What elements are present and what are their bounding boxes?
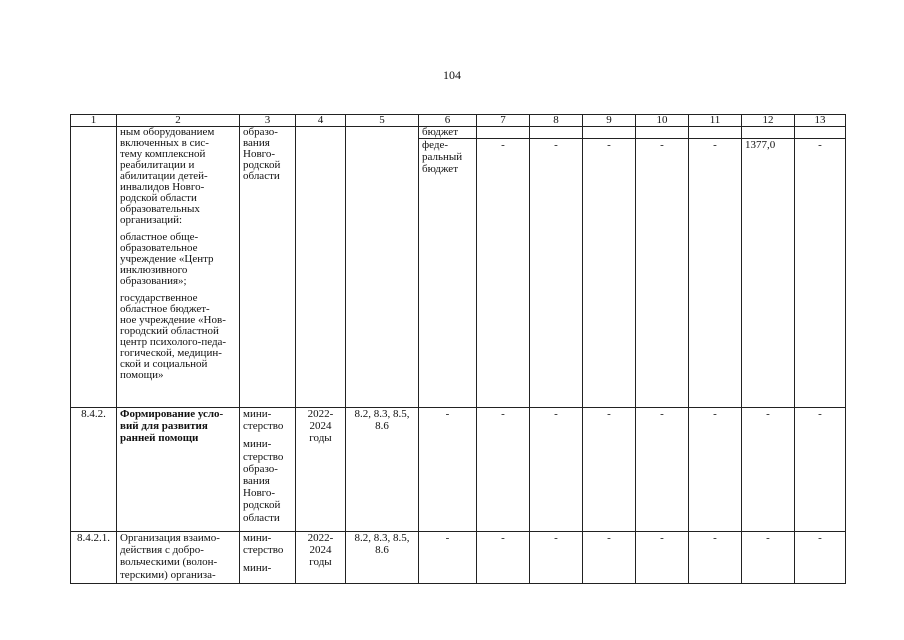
value-cell (636, 127, 689, 139)
header-cell: 7 (477, 115, 530, 127)
value-cell (689, 127, 742, 139)
executor-text: мини- стерство (243, 408, 284, 433)
program-table (70, 114, 846, 584)
term-cell (296, 127, 346, 408)
value-cell: 1377,0 (742, 139, 795, 408)
value-cell: - (689, 139, 742, 408)
item-number-cell: 8.4.2. (71, 408, 117, 532)
header-cell: 2 (117, 115, 240, 127)
term-cell: 2022- 2024 годы (296, 408, 346, 532)
value-cell: - (795, 139, 846, 408)
header-cell: 11 (689, 115, 742, 127)
value-cell: - (583, 532, 636, 584)
executor-text: мини- стерство (243, 532, 284, 557)
value-cell (583, 127, 636, 139)
term-cell: 2022- 2024 годы (296, 532, 346, 584)
item-number-cell: 8.4.2.1. (71, 532, 117, 584)
table-row (71, 532, 846, 584)
header-cell: 13 (795, 115, 846, 127)
item-name-text: ным оборудованием включенных в сис- тему комплексной реабилитации и абилитации детей- инвалидов Новго- родской области образовательных организаций: (120, 126, 215, 226)
value-cell: - (689, 408, 742, 532)
item-name-text: областное обще- образовательное учреждение «Центр инклюзивного образования»; (120, 231, 214, 287)
value-cell: - (742, 532, 795, 584)
header-cell: 1 (71, 115, 117, 127)
value-cell: - (689, 532, 742, 584)
value-cell (530, 127, 583, 139)
value-cell: - (795, 408, 846, 532)
header-row (71, 115, 846, 127)
page-number: 104 (443, 68, 461, 82)
header-cell: 8 (530, 115, 583, 127)
item-name-text: государственное областное бюджет- ное учреждение «Нов- городский областной центр психолого-педа- гогической, медицин- ской и социальной помощи» (120, 292, 227, 381)
value-cell: - (530, 139, 583, 408)
value-cell: - (636, 139, 689, 408)
executor-cell (240, 408, 296, 532)
table-row (71, 127, 846, 139)
header-cell: 3 (240, 115, 296, 127)
value-cell (742, 127, 795, 139)
item-name-cell: Формирование усло- вий для развития ранней помощи (117, 408, 240, 532)
header-cell: 12 (742, 115, 795, 127)
value-cell: - (530, 532, 583, 584)
executor-cell: образо- вания Новго- родской области (240, 127, 296, 408)
value-cell: - (530, 408, 583, 532)
table-row (71, 408, 846, 532)
funding-source-cell: бюджет (419, 127, 477, 139)
value-cell: - (636, 408, 689, 532)
item-name-cell: Организация взаимо- действия с добро- вольческими (волон- терскими) организа- (117, 532, 240, 584)
value-cell: - (742, 408, 795, 532)
value-cell: - (477, 139, 530, 408)
value-cell: - (795, 532, 846, 584)
header-cell: 6 (419, 115, 477, 127)
executor-text: мини- стерство образо- вания Новго- родской области (243, 438, 284, 524)
header-cell: 5 (346, 115, 419, 127)
targets-cell: 8.2, 8.3, 8.5, 8.6 (346, 532, 419, 584)
value-cell: - (583, 139, 636, 408)
targets-cell: 8.2, 8.3, 8.5, 8.6 (346, 408, 419, 532)
value-cell (477, 127, 530, 139)
header-cell: 9 (583, 115, 636, 127)
targets-cell (346, 127, 419, 408)
header-cell: 10 (636, 115, 689, 127)
value-cell: - (477, 408, 530, 532)
value-cell: - (419, 532, 477, 584)
value-cell: - (583, 408, 636, 532)
value-cell: - (419, 408, 477, 532)
item-name-cell (117, 127, 240, 408)
executor-text: мини- (243, 562, 272, 575)
header-cell: 4 (296, 115, 346, 127)
item-number-cell (71, 127, 117, 408)
executor-cell (240, 532, 296, 584)
value-cell (795, 127, 846, 139)
value-cell: - (636, 532, 689, 584)
value-cell: - (477, 532, 530, 584)
funding-source-cell: феде- ральный бюджет (419, 139, 477, 408)
